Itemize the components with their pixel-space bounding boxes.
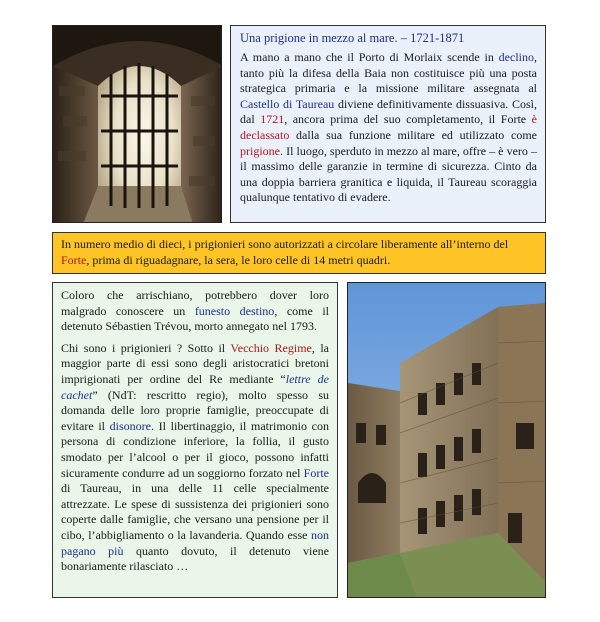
keyword-non-pagano: non pagano più [61,527,329,558]
callout-box [52,232,546,274]
article-top-box [230,25,546,223]
keyword-castello: Castello di Taureau [240,96,335,111]
article-bottom-box [52,282,338,598]
keyword-vecchio-regime: Vecchio Regime [230,340,312,355]
keyword-funesto-destino: funesto destino [194,303,275,318]
keyword-prigione: prigione [240,143,280,158]
article-top-title: Una prigione in mezzo al mare. – 1721-1871 [240,31,465,45]
keyword-lettre-de-cachet: lettre de cachet [61,371,329,402]
fort-courtyard-illustration [348,283,546,598]
photo-fort-courtyard [347,282,546,598]
keyword-declino: declino [498,50,534,64]
callout-text: In numero medio di dieci, i prigionieri sono autorizzati a circolare liberamente all’interno del Forte, prima di riguadagnare, la sera, le loro celle di 14 metri quadri. [61,237,509,267]
keyword-forte: Forte [61,252,87,267]
article-bottom-paragraph-1: Coloro che arrischiano, potrebbero dover loro malgrado conoscere un funesto destino, come il detenuto Sébastien Trévou, morto annegato nel 1793. [61,288,329,334]
keyword-forte-2: Forte [303,465,329,480]
keyword-declassato: è declassato [240,112,537,142]
keyword-1721: 1721 [260,112,285,127]
barred-window-illustration [53,26,222,223]
article-bottom-paragraph-2: Chi sono i prigionieri ? Sotto il Vecchio Regime, la maggior parte di essi sono degli aristocratici bretoni imprigionati per ordine del Re mediante “lettre de cachet” (NdT: rescritto regio), molto spesso su domanda delle loro proprie famiglie, preoccupate di evitare il disonore. Il libertinaggio, il matrimonio con persona di condizione inferiore, la follia, il gusto smodato per l’alcool o per il gioco, possono infatti sicuramente condurre ad un soggiorno forzato nel Forte di Taureau, in una delle 11 celle specialmente attrezzate. Le spese di sussistenza dei prigionieri sono coperte dalle famiglie, che versano una pensione per il cibo, l’abbigliamento o la lavanderia. Quando esse non pagano più quanto dovuto, il detenuto viene bonariamente rilasciato … [61,340,330,574]
keyword-disonore: disonore [109,418,151,433]
photo-barred-window [52,25,222,223]
article-top-body: A mano a mano che il Porto di Morlaix scende in declino, tanto più la difesa della Baia non costituisce più una posta strategica primaria e la missione militare assegnata al Castello di Taureau diviene definitivamente dissuasiva. Così, dal 1721, ancora prima del suo completamento, il Forte è declassato dalla sua funzione militare ed utilizzato come prigione. Il luogo, sperduto in mezzo al mare, offre – è vero – il massimo delle garanzie in termine di sicurezza. Cinto da una doppia barriera granitica e liquida, il Taureau scoraggia qualunque tentativo di evadere. [240,50,537,205]
